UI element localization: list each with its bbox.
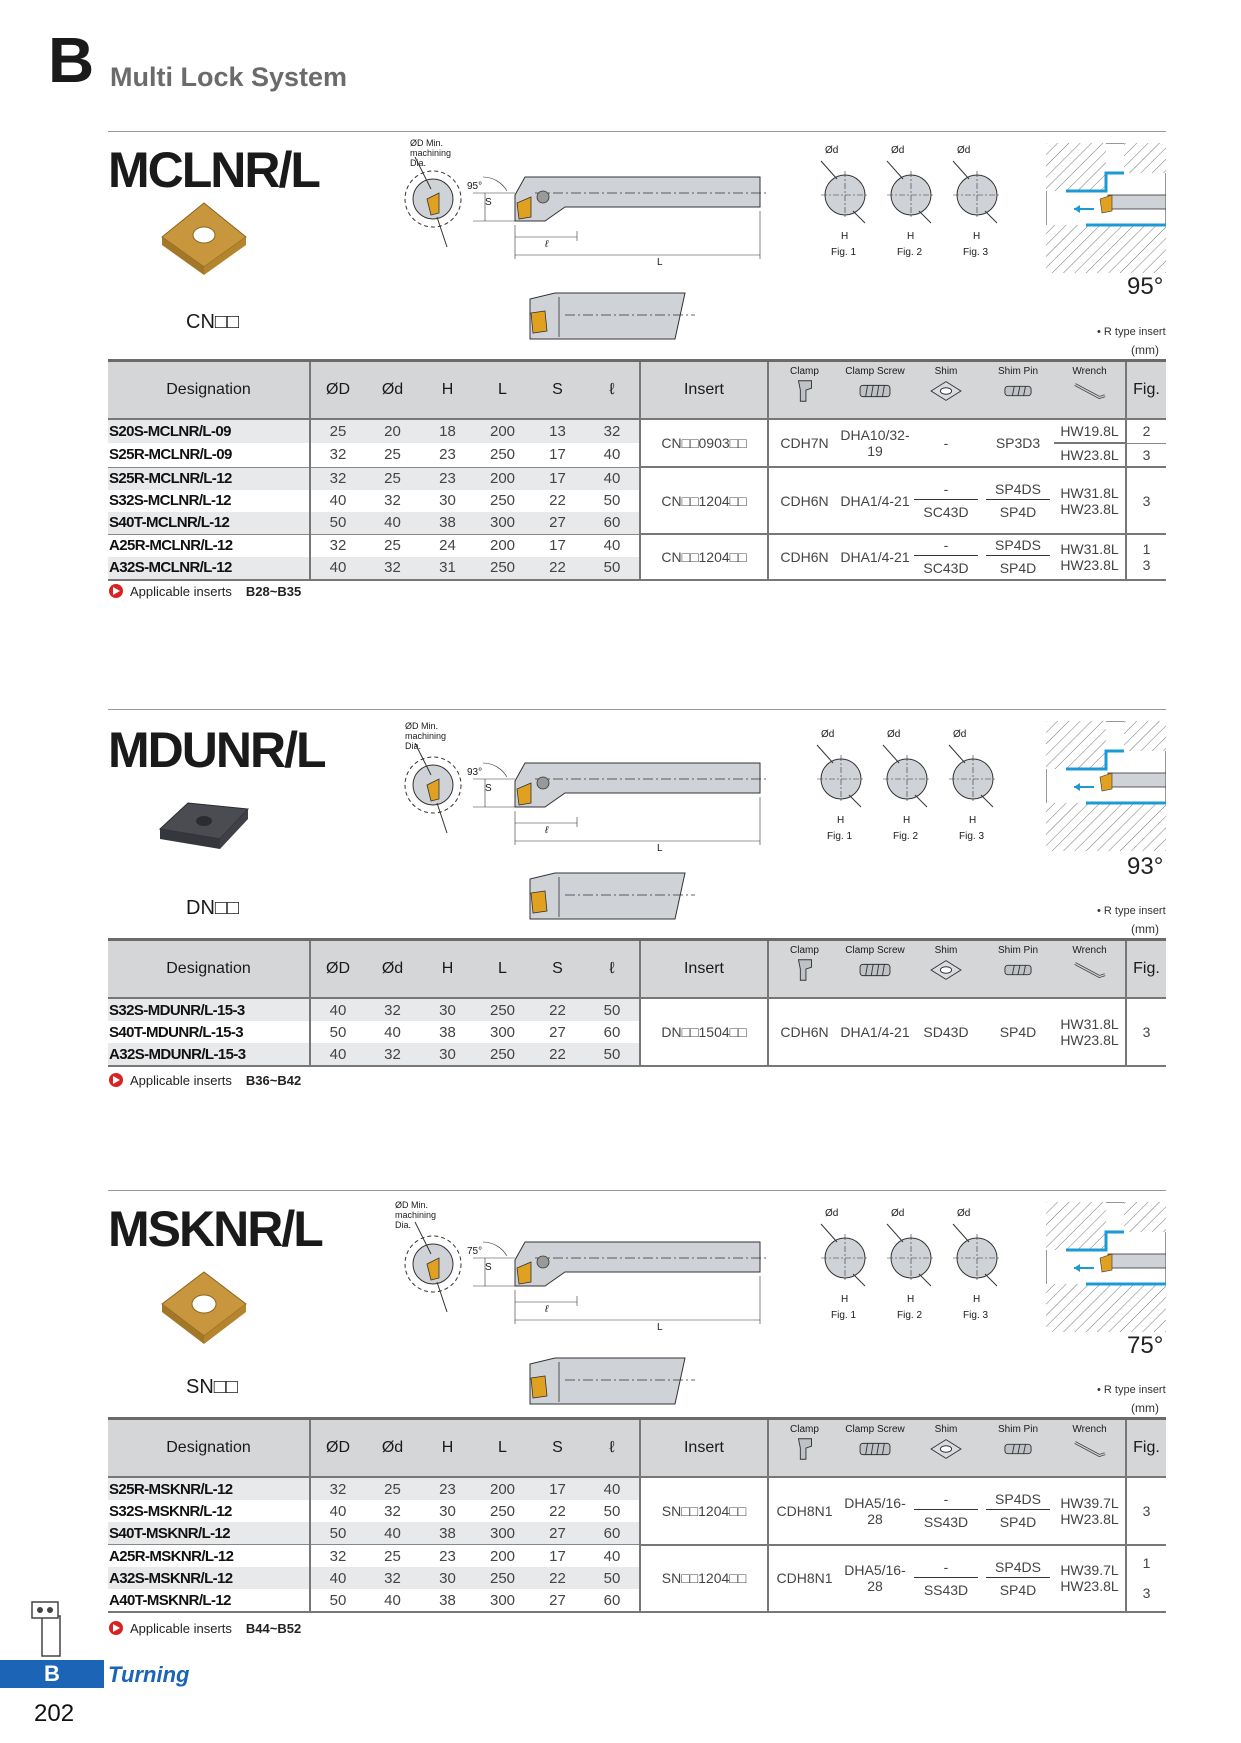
h-label: H (907, 1294, 915, 1305)
approach-angle-label: 75° (467, 1246, 483, 1257)
col-od: ØD (310, 361, 365, 420)
col-s: S (530, 940, 585, 999)
table-row: S40T-MCLNR/L-12 50 40 38 300 27 60 (108, 512, 1166, 535)
h-label: H (969, 815, 977, 826)
col-L: L (475, 361, 530, 420)
applicable-range[interactable]: B36~B42 (245, 1072, 302, 1088)
d-label: Ød (957, 145, 971, 156)
col-s: S (530, 361, 585, 420)
table-row: S25R-MCLNR/L-09 32 25 23 250 17 40 HW23.8L 3 (108, 443, 1166, 467)
fig-sections (815, 145, 1015, 275)
col-insert: Insert (640, 1419, 768, 1478)
model-title: MDUNR/L (108, 722, 325, 778)
fig3-label: Fig. 3 (963, 247, 989, 258)
turning-tool-icon (28, 1598, 72, 1658)
page-title: Multi Lock System (110, 62, 348, 92)
insert-code: SN□□ (186, 1376, 238, 1398)
table-row: S32S-MDUNR/L-15-3 40 32 30 250 22 50 DN□□1504□□ CDH6N DHA1/4-21 SD43D SP4D HW31.8L HW23.8L 3 (108, 998, 1166, 1021)
clamp-icon (790, 1435, 820, 1463)
col-shim-pin: Shim Pin (982, 940, 1054, 999)
wrench-icon (1070, 1435, 1110, 1463)
col-od: ØD (310, 940, 365, 999)
insert-sn-image (158, 1264, 250, 1346)
col-l: ℓ (585, 940, 640, 999)
col-l: ℓ (585, 1419, 640, 1478)
unit-label: (mm) (1131, 922, 1159, 936)
screw-icon (855, 956, 895, 984)
col-h: H (420, 940, 475, 999)
section-divider (108, 1190, 1166, 1191)
d-label: Ød (957, 1208, 971, 1219)
d-label: Ød (887, 729, 901, 740)
col-clamp: Clamp (768, 940, 840, 999)
model-title: MSKNR/L (108, 1201, 322, 1257)
fig-sections (811, 729, 1011, 859)
col-s: S (530, 1419, 585, 1478)
chapter-tab-letter: B (44, 1661, 60, 1686)
approach-angle: 93° (1127, 853, 1164, 880)
fig2-label: Fig. 2 (893, 831, 919, 842)
shim-pin-icon (998, 956, 1038, 984)
col-fig: Fig. (1126, 940, 1166, 999)
wrench-icon (1070, 956, 1110, 984)
h-label: H (841, 1294, 849, 1305)
col-designation: Designation (108, 1419, 310, 1478)
col-shim-pin: Shim Pin (982, 361, 1054, 420)
h-label: H (837, 815, 845, 826)
machining-illustration (1046, 1202, 1166, 1332)
table-row: S25R-MSKNR/L-12 32 25 23 200 17 40 SN□□1204□□ CDH8N1 DHA5/16-28 - SS43D SP4DS SP4D HW39.7L HW23.8L 3 (108, 1477, 1166, 1500)
s-label: S (485, 197, 492, 208)
screw-icon (855, 1435, 895, 1463)
d-label: Ød (821, 729, 835, 740)
arrow-right-circle-icon (108, 1072, 124, 1088)
col-wrench: Wrench (1054, 940, 1126, 999)
fig1-label: Fig. 1 (827, 831, 853, 842)
shim-icon (926, 956, 966, 984)
spec-table (108, 359, 1166, 581)
fig2-label: Fig. 2 (897, 1310, 923, 1321)
col-fig: Fig. (1126, 1419, 1166, 1478)
section-name: Turning (108, 1662, 190, 1687)
section-divider (108, 709, 1166, 710)
col-clamp-screw: Clamp Screw (840, 1419, 910, 1478)
col-shim: Shim (910, 940, 982, 999)
d-label: Ød (891, 1208, 905, 1219)
table-row: S32S-MSKNR/L-12 40 32 30 250 22 50 (108, 1500, 1166, 1522)
r-type-note: • R type insert (1097, 905, 1166, 917)
l-label: L (657, 1322, 663, 1333)
shim-icon (926, 1435, 966, 1463)
fig-sections (815, 1208, 1015, 1338)
min-dia-label: ØD Min. machining Dia. (395, 1200, 437, 1230)
col-clamp: Clamp (768, 361, 840, 420)
r-type-note: • R type insert (1097, 1384, 1166, 1396)
l-label: L (657, 257, 663, 268)
shim-icon (926, 377, 966, 405)
h-label: H (903, 815, 911, 826)
col-clamp-screw: Clamp Screw (840, 940, 910, 999)
approach-angle: 95° (1127, 273, 1164, 300)
d-label: Ød (825, 1208, 839, 1219)
col-d: Ød (365, 1419, 420, 1478)
page-number: 202 (34, 1700, 75, 1727)
table-row: A32S-MSKNR/L-12 40 32 30 250 22 50 (108, 1567, 1166, 1589)
s-label: S (485, 783, 492, 794)
col-shim: Shim (910, 361, 982, 420)
h-label: H (973, 231, 981, 242)
col-designation: Designation (108, 940, 310, 999)
approach-angle: 75° (1127, 1332, 1164, 1359)
d-label: Ød (953, 729, 967, 740)
r-type-note: • R type insert (1097, 326, 1166, 338)
machining-illustration (1046, 721, 1166, 851)
col-L: L (475, 1419, 530, 1478)
applicable-inserts: Applicable inserts B28~B35 (108, 583, 301, 599)
h-label: H (907, 231, 915, 242)
col-h: H (420, 1419, 475, 1478)
col-wrench: Wrench (1054, 1419, 1126, 1478)
col-d: Ød (365, 361, 420, 420)
col-wrench: Wrench (1054, 361, 1126, 420)
col-d: Ød (365, 940, 420, 999)
approach-angle-label: 95° (467, 181, 483, 192)
insert-code: CN□□ (186, 311, 240, 333)
h-label: H (841, 231, 849, 242)
col-clamp: Clamp (768, 1419, 840, 1478)
shim-pin-icon (998, 377, 1038, 405)
h-label: H (973, 1294, 981, 1305)
fig1-label: Fig. 1 (831, 247, 857, 258)
insert-cn-image (158, 197, 250, 279)
min-dia-label: ØD Min. machining Dia. (410, 138, 452, 168)
model-title: MCLNR/L (108, 142, 319, 198)
col-l: ℓ (585, 361, 640, 420)
chapter-letter: B (48, 24, 95, 96)
d-label: Ød (891, 145, 905, 156)
col-insert: Insert (640, 361, 768, 420)
col-designation: Designation (108, 361, 310, 420)
spec-table (108, 1417, 1166, 1613)
header-divider (108, 131, 1166, 132)
fig1-label: Fig. 1 (831, 1310, 857, 1321)
fig3-label: Fig. 3 (959, 831, 985, 842)
l-label: L (657, 843, 663, 854)
col-L: L (475, 940, 530, 999)
table-row: S25R-MCLNR/L-12 32 25 23 200 17 40 CN□□1204□□ CDH6N DHA1/4-21 - SC43D SP4DS SP4D HW31.8L HW23.8L 3 (108, 467, 1166, 490)
fig2-label: Fig. 2 (897, 247, 923, 258)
applicable-inserts: Applicable inserts B36~B42 (108, 1072, 301, 1088)
table-row: S32S-MCLNR/L-12 40 32 30 250 22 50 (108, 490, 1166, 512)
table-row: S40T-MDUNR/L-15-3 50 40 38 300 27 60 (108, 1021, 1166, 1043)
col-fig: Fig. (1126, 361, 1166, 420)
table-row: S20S-MCLNR/L-09 25 20 18 200 13 32 CN□□0903□□ CDH7N DHA10/32-19 - SP3D3 HW19.8L 2 (108, 419, 1166, 443)
applicable-range[interactable]: B44~B52 (245, 1620, 302, 1636)
insert-dn-image (158, 789, 250, 871)
insert-code: DN□□ (186, 897, 240, 919)
s-label: S (485, 1262, 492, 1273)
min-dia-label: ØD Min. machining Dia. (405, 721, 447, 751)
l-small-label: ℓ (545, 825, 549, 836)
col-clamp-screw: Clamp Screw (840, 361, 910, 420)
applicable-inserts: Applicable inserts B44~B52 (108, 1620, 301, 1636)
clamp-icon (790, 377, 820, 405)
arrow-right-circle-icon (108, 1620, 124, 1636)
table-row: A40T-MSKNR/L-12 50 40 38 300 27 60 (108, 1589, 1166, 1612)
table-row: S40T-MSKNR/L-12 50 40 38 300 27 60 (108, 1522, 1166, 1545)
table-row: A25R-MSKNR/L-12 32 25 23 200 17 40 SN□□1204□□ CDH8N1 DHA5/16-28 - SS43D SP4DS SP4D HW39.7L HW23.8L 1 3 (108, 1545, 1166, 1568)
col-od: ØD (310, 1419, 365, 1478)
shim-pin-icon (998, 1435, 1038, 1463)
l-small-label: ℓ (545, 1304, 549, 1315)
table-row: A25R-MCLNR/L-12 32 25 24 200 17 40 CN□□1204□□ CDH6N DHA1/4-21 - SC43D SP4DS SP4D HW31.8L HW23.8L 1 3 (108, 534, 1166, 557)
spec-table (108, 938, 1166, 1067)
arrow-right-circle-icon (108, 583, 124, 599)
col-h: H (420, 361, 475, 420)
col-shim-pin: Shim Pin (982, 1419, 1054, 1478)
table-row: A32S-MCLNR/L-12 40 32 31 250 22 50 (108, 557, 1166, 580)
machining-illustration (1046, 143, 1166, 273)
table-row: A32S-MDUNR/L-15-3 40 32 30 250 22 50 (108, 1043, 1166, 1066)
d-label: Ød (825, 145, 839, 156)
col-insert: Insert (640, 940, 768, 999)
wrench-icon (1070, 377, 1110, 405)
fig3-label: Fig. 3 (963, 1310, 989, 1321)
approach-angle-label: 93° (467, 767, 483, 778)
unit-label: (mm) (1131, 343, 1159, 357)
col-shim: Shim (910, 1419, 982, 1478)
l-small-label: ℓ (545, 239, 549, 250)
applicable-range[interactable]: B28~B35 (245, 583, 302, 599)
screw-icon (855, 377, 895, 405)
clamp-icon (790, 956, 820, 984)
unit-label: (mm) (1131, 1401, 1159, 1415)
